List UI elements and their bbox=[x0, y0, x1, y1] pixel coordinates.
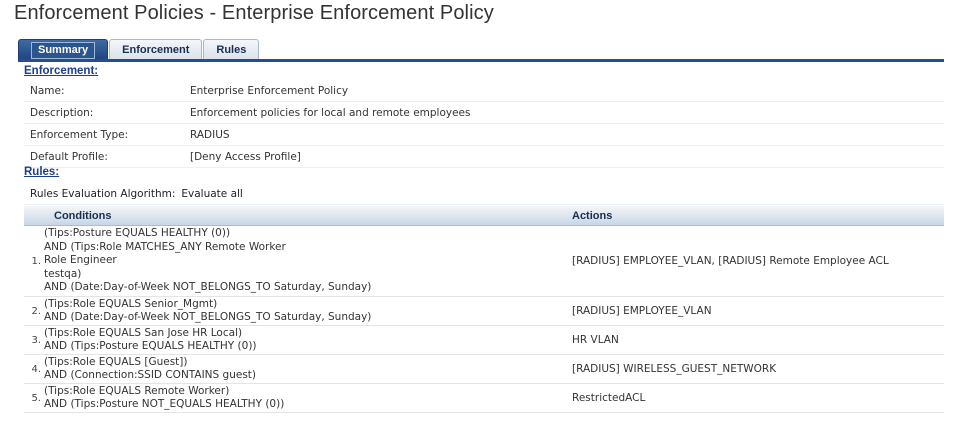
algorithm-value: Evaluate all bbox=[181, 187, 243, 200]
rules-algorithm-row bbox=[24, 183, 944, 205]
tab-bar bbox=[18, 36, 260, 60]
page-title: Enforcement Policies - Enterprise Enforcement Policy bbox=[14, 2, 494, 24]
enforcement-details bbox=[24, 80, 944, 168]
detail-label: Name: bbox=[30, 84, 65, 97]
rules-table-header bbox=[24, 206, 944, 226]
condition-line: AND (Tips:Posture NOT_EQUALS HEALTHY (0)) bbox=[44, 398, 285, 410]
condition-line: (Tips:Role EQUALS Senior_Mgmt) bbox=[44, 297, 218, 310]
table-row[interactable] bbox=[24, 226, 944, 297]
rule-actions: [RADIUS] WIRELESS_GUEST_NETWORK bbox=[572, 363, 777, 375]
rules-heading: Rules: bbox=[24, 166, 60, 178]
detail-label: Enforcement Type: bbox=[30, 128, 129, 141]
detail-row-type bbox=[24, 124, 944, 146]
detail-row-default-profile bbox=[24, 146, 944, 168]
conditions-column-header: Conditions bbox=[54, 209, 112, 222]
detail-value: Enterprise Enforcement Policy bbox=[190, 84, 349, 97]
table-row[interactable] bbox=[24, 326, 944, 355]
detail-label: Default Profile: bbox=[30, 150, 108, 163]
actions-column-header: Actions bbox=[572, 209, 613, 222]
tab-underline bbox=[18, 59, 944, 62]
rule-actions: [RADIUS] EMPLOYEE_VLAN, [RADIUS] Remote Employee ACL bbox=[572, 255, 889, 267]
rule-number: 2. bbox=[31, 305, 41, 317]
enforcement-heading: Enforcement: bbox=[24, 65, 99, 77]
rule-conditions bbox=[44, 327, 572, 354]
rule-number: 3. bbox=[31, 334, 41, 346]
rule-conditions bbox=[44, 356, 572, 383]
rules-table bbox=[24, 206, 944, 413]
table-row[interactable] bbox=[24, 297, 944, 326]
tab-summary-label: Summary bbox=[31, 42, 95, 59]
condition-line: AND (Date:Day-of-Week NOT_BELONGS_TO Saturday, Sunday) bbox=[44, 311, 372, 323]
condition-line: (Tips:Role EQUALS [Guest]) bbox=[44, 355, 188, 368]
rule-conditions bbox=[44, 227, 572, 294]
condition-line: AND (Tips:Role MATCHES_ANY Remote Worker bbox=[44, 240, 286, 253]
detail-value: RADIUS bbox=[190, 128, 230, 141]
detail-row-name bbox=[24, 80, 944, 102]
condition-line: AND (Connection:SSID CONTAINS guest) bbox=[44, 369, 257, 381]
detail-label: Description: bbox=[30, 106, 94, 119]
condition-line: (Tips:Posture EQUALS HEALTHY (0)) bbox=[44, 227, 231, 240]
rule-number: 4. bbox=[31, 363, 41, 375]
condition-line: Role Engineer bbox=[44, 254, 117, 267]
rule-actions: RestrictedACL bbox=[572, 392, 646, 404]
rule-number: 5. bbox=[31, 392, 41, 404]
condition-line: testqa) bbox=[44, 267, 82, 280]
detail-value: [Deny Access Profile] bbox=[190, 150, 301, 163]
table-row[interactable] bbox=[24, 355, 944, 384]
table-row[interactable] bbox=[24, 384, 944, 413]
rule-conditions bbox=[44, 385, 572, 412]
tab-rules[interactable]: Rules bbox=[203, 39, 259, 60]
rule-conditions bbox=[44, 298, 572, 325]
rule-number: 1. bbox=[31, 255, 41, 267]
detail-row-description bbox=[24, 102, 944, 124]
detail-value: Enforcement policies for local and remote employees bbox=[190, 106, 471, 119]
condition-line: AND (Date:Day-of-Week NOT_BELONGS_TO Saturday, Sunday) bbox=[44, 281, 372, 294]
tab-enforcement[interactable]: Enforcement bbox=[109, 39, 202, 60]
condition-line: (Tips:Role EQUALS Remote Worker) bbox=[44, 384, 230, 397]
rule-actions: HR VLAN bbox=[572, 334, 619, 346]
condition-line: (Tips:Role EQUALS San Jose HR Local) bbox=[44, 326, 243, 339]
rule-actions: [RADIUS] EMPLOYEE_VLAN bbox=[572, 305, 712, 317]
condition-line: AND (Tips:Posture EQUALS HEALTHY (0)) bbox=[44, 340, 257, 352]
tab-summary[interactable] bbox=[18, 39, 108, 60]
algorithm-label: Rules Evaluation Algorithm: bbox=[30, 187, 176, 200]
